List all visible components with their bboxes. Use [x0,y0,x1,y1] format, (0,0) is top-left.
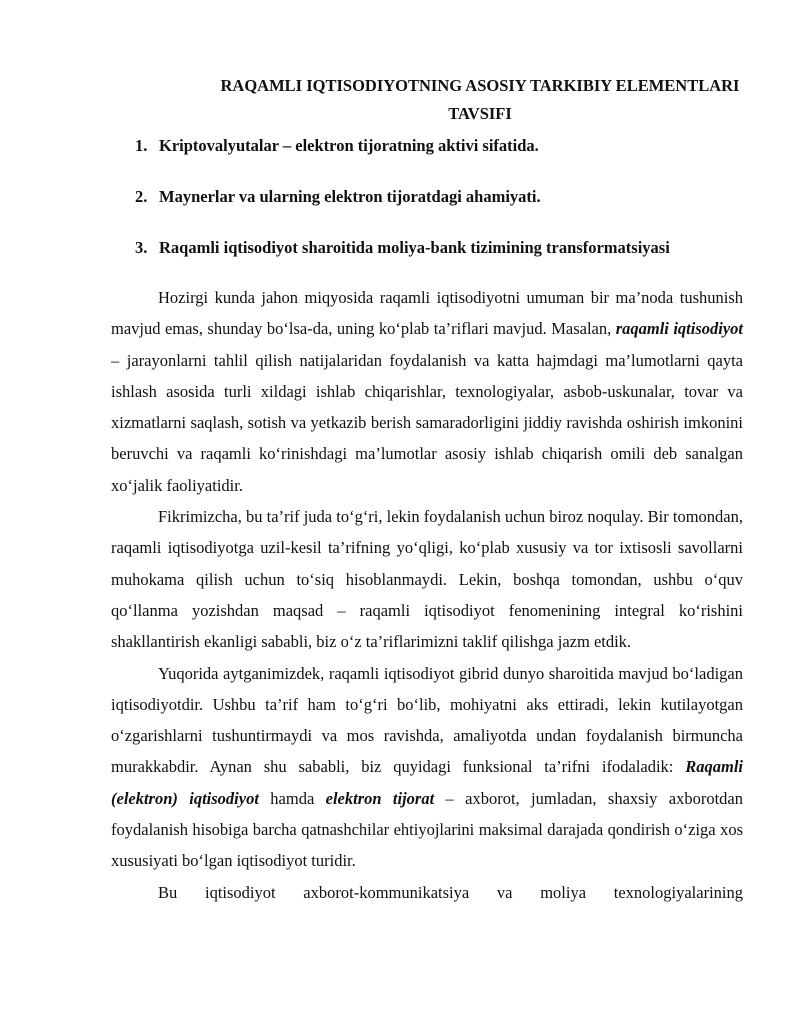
paragraph-4: Bu iqtisodiyot axborot-kommunikatsiya va moliya texnologiyalarining [158,882,743,902]
title-line-1: RAQAMLI IQTISODIYOTNING ASOSIY TARKIBIY ELEMENTLARI [220,76,740,95]
paragraph-2: Fikrimizcha, bu ta’rif juda to‘g‘ri, lekin foydalanish uchun biroz noqulay. Bir tomondan, raqamli iqtisodiyotga uzil-kesil ta’rifning yo‘qligi, ko‘plab xususiy va tor ixtisosli savollarni muhokama qilish uchun to‘siq hisoblanmaydi. Lekin, boshqa tomondan, ushbu o‘quv qo‘llanma yozishdan maqsad – raqamli iqtisodiyot fenomenining integral ko‘rishini shakllantirish ekanligi sababli, biz o‘z ta’riflarimizni taklif qilishga jazm etdik. [111,507,744,652]
list-item-text: Maynerlar va ularning elektron tijoratdagi ahamiyati. [159,187,541,206]
list-item-text: Kriptovalyutalar – elektron tijoratning aktivi sifatida. [159,136,539,155]
document-title [110,72,800,128]
list-item [135,134,775,160]
list-item-number: 1. [135,136,148,155]
body-text [111,282,743,908]
title-line-2: TAVSIFI [448,104,512,123]
paragraph-3-text-a: Yuqorida aytganimizdek, raqamli iqtisodiyot gibrid dunyo sharoitida mavjud bo‘ladigan iqtisodiyotdir. Ushbu ta’rif ham to‘g‘ri bo‘lib, mohiyatni aks ettiradi, lekin kutilayotgan o‘zgarishlarni tushuntirmaydi va mos ravishda, amaliyotda undan foydalanish birmuncha murakkabdir. Aynan shu sababli, biz quyidagi funksional ta’rifni ifodaladik: [111,663,743,777]
numbered-list [135,134,775,287]
paragraph-3-term-1: Raqamli (elektron) iqtisodiyot [111,757,743,808]
list-item [135,185,775,211]
list-item-number: 3. [135,238,148,257]
paragraph-1-term: raqamli iqtisodiyot [615,319,743,339]
paragraph-1-text-a: Hozirgi kunda jahon miqyosida raqamli iqtisodiyotni umuman bir ma’noda tushunish mavjud emas, shunday bo‘lsa-da, uning ko‘plab ta’riflari mavjud. Masalan, [111,288,743,339]
paragraph-3-text-b: hamda [258,788,326,808]
paragraph-1-text-b: – jarayonlarni tahlil qilish natijalaridan foydalanish va katta hajmdagi ma’lumotlarni qayta ishlash asosida turli xildagi ishlab chiqarishlar, texnologiyalar, asbob-uskunalar, tovar va xizmatlarni saqlash, sotish va yetkazib berish samaradorligini jiddiy ravishda oshirish imkonini beruvchi va raqamli ko‘rinishdagi ma’lumotlar asosiy ishlab chiqarish omili deb sanalgan xo‘jalik faoliyatidir. [111,350,743,495]
paragraph-3-term-2: elektron tijorat [325,788,435,808]
paragraph-3-text-c: – axborot, jumladan, shaxsiy axborotdan foydalanish hisobiga barcha qatnashchilar ehtiyojlarini maksimal darajada qondirish o‘ziga xos xususiyati bo‘lgan iqtisodiyot turidir. [111,788,743,871]
list-item-text: Raqamli iqtisodiyot sharoitida moliya-bank tizimining transformatsiyasi [159,238,670,257]
paragraph-1 [111,282,743,501]
list-item-number: 2. [135,187,148,206]
paragraph-3 [111,658,743,877]
list-item [135,236,775,262]
